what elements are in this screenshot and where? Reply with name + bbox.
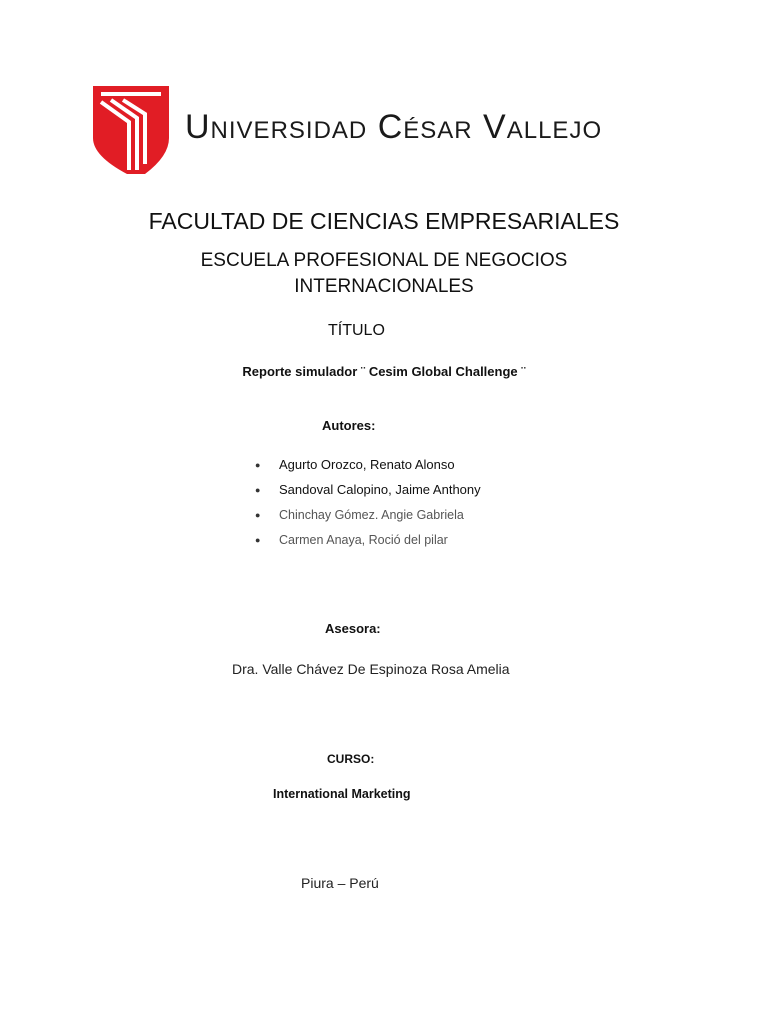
list-item	[255, 527, 481, 552]
author-name: Carmen Anaya, Roció del pilar	[279, 532, 448, 547]
place: Piura – Perú	[301, 875, 379, 891]
course-name: International Marketing	[273, 787, 411, 801]
list-item	[255, 502, 481, 527]
course-label: CURSO:	[327, 752, 375, 766]
list-item	[255, 477, 481, 502]
author-name: Chinchay Gómez. Angie Gabriela	[279, 507, 464, 522]
title-label: TÍTULO	[328, 322, 385, 339]
author-name: Sandoval Calopino, Jaime Anthony	[279, 482, 481, 497]
authors-label: Autores:	[322, 418, 376, 433]
school-title-line2: INTERNACIONALES	[294, 276, 474, 297]
university-name: Universidad César Vallejo	[185, 108, 603, 146]
bullet-icon: ●	[255, 509, 261, 520]
advisor-label: Asesora:	[325, 621, 381, 636]
school-title-line1: ESCUELA PROFESIONAL DE NEGOCIOS	[200, 250, 568, 271]
university-logo-icon	[93, 86, 169, 174]
author-name: Agurto Orozco, Renato Alonso	[279, 457, 455, 472]
authors-list	[255, 452, 481, 552]
list-item	[255, 452, 481, 477]
bullet-icon: ●	[255, 459, 261, 470]
bullet-icon: ●	[255, 484, 261, 495]
school-title	[0, 248, 768, 300]
bullet-icon: ●	[255, 534, 261, 545]
report-title: Reporte simulador ¨ Cesim Global Challenge ¨	[242, 364, 526, 379]
faculty-title: FACULTAD DE CIENCIAS EMPRESARIALES	[148, 208, 620, 234]
advisor-name: Dra. Valle Chávez De Espinoza Rosa Amelia	[232, 661, 510, 677]
